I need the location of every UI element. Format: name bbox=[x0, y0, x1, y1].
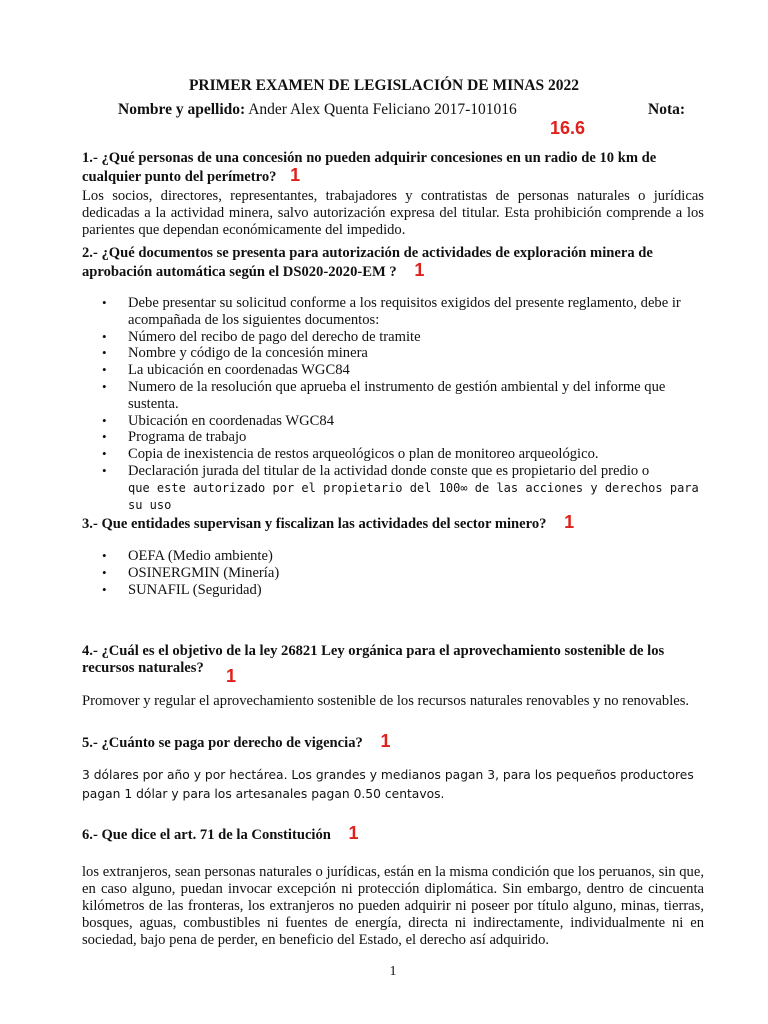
question-6 bbox=[82, 825, 702, 844]
question-score: 1 bbox=[380, 731, 391, 751]
question-score: 1 bbox=[564, 512, 575, 532]
question-text: 1.- ¿Qué personas de una concesión no pueden adquirir concesiones en un radio de 10 km de cualquier punto del perímetro? bbox=[82, 150, 657, 185]
exam-title: PRIMER EXAMEN DE LEGISLACIÓN DE MINAS 2022 bbox=[188, 77, 580, 94]
question-3 bbox=[82, 514, 702, 533]
answer-2-list bbox=[100, 295, 710, 514]
student-name: Ander Alex Quenta Feliciano 2017-101016 bbox=[248, 101, 517, 118]
list-item bbox=[100, 463, 710, 514]
question-5 bbox=[82, 733, 702, 752]
list-item: • SUNAFIL (Seguridad) bbox=[100, 582, 710, 599]
list-item: • Numero de la resolución que aprueba el instrumento de gestión ambiental y del informe que sustenta. bbox=[100, 379, 710, 413]
question-score: 1 bbox=[290, 165, 301, 185]
page-number: 1 bbox=[389, 964, 397, 979]
list-item: • La ubicación en coordenadas WGC84 bbox=[100, 362, 710, 379]
list-item: • Debe presentar su solicitud conforme a los requisitos exigidos del presente reglamento, debe ir acompañada de los siguientes documentos: bbox=[100, 295, 710, 329]
question-text: 4.- ¿Cuál es el objetivo de la ley 26821 Ley orgánica para el aprovechamiento sostenible de los recursos naturales? bbox=[82, 643, 665, 676]
question-score: 1 bbox=[226, 666, 237, 686]
question-2 bbox=[82, 245, 702, 281]
list-item: • OEFA (Medio ambiente) bbox=[100, 548, 710, 565]
list-item: • Copia de inexistencia de restos arqueológicos o plan de monitoreo arqueológico. bbox=[100, 446, 710, 463]
student-name-row bbox=[118, 101, 517, 119]
list-item: • Número del recibo de pago del derecho de tramite bbox=[100, 329, 710, 346]
question-score: 1 bbox=[414, 260, 425, 280]
list-item: • Nombre y código de la concesión minera bbox=[100, 345, 710, 362]
name-label: Nombre y apellido: bbox=[118, 101, 246, 118]
list-item-line: • Declaración jurada del titular de la actividad donde conste que es propietario del predio o bbox=[128, 462, 650, 479]
question-score: 1 bbox=[348, 823, 359, 843]
answer-3-list bbox=[100, 548, 710, 598]
answer-4: Promover y regular el aprovechamiento sostenible de los recursos naturales renovables y no renovables. bbox=[82, 693, 690, 709]
list-item: • Ubicación en coordenadas WGC84 bbox=[100, 413, 710, 430]
list-item-line-mono: que este autorizado por el propietario del 100∞ de las acciones y derechos para su uso bbox=[128, 480, 699, 512]
question-4 bbox=[82, 643, 707, 677]
question-text: 5.- ¿Cuánto se paga por derecho de vigencia? bbox=[82, 735, 363, 751]
answer-5: 3 dólares por año y por hectárea. Los grandes y medianos pagan 3, para los pequeños productores pagan 1 dólar y para los artesanales pagan 0.50 centavos. bbox=[82, 768, 694, 801]
answer-1: Los socios, directores, representantes, trabajadores y contratistas de personas naturales o jurídicas dedicadas a la actividad minera, salvo autorización expresa del titular. Esta prohibición comprende a los parientes que dependan económicamente del impedido. bbox=[82, 188, 704, 238]
question-text: 3.- Que entidades supervisan y fiscalizan las actividades del sector minero? bbox=[82, 516, 547, 532]
question-text: 2.- ¿Qué documentos se presenta para autorización de actividades de exploración minera de aprobación automática según el DS020-2020-EM ? bbox=[82, 245, 653, 280]
question-text: 6.- Que dice el art. 71 de la Constitución bbox=[82, 827, 331, 843]
question-1 bbox=[82, 150, 702, 186]
grade-total: 16.6 bbox=[550, 118, 586, 138]
answer-6: los extranjeros, sean personas naturales o jurídicas, están en la misma condición que los peruanos, sin que, en caso alguno, puedan invocar excepción ni protección diplomática. Sin embargo, dentro de cincuenta kilómetros de las fronteras, los extranjeros no pueden adquirir ni poseer por título alguno, minas, tierras, bosques, aguas, combustibles ni fuentes de energía, directa ni indirectamente, individualmente ni en sociedad, bajo pena de perder, en beneficio del Estado, el derecho así adquirido. bbox=[82, 864, 704, 948]
list-item: • Programa de trabajo bbox=[100, 429, 710, 446]
list-item: • OSINERGMIN (Minería) bbox=[100, 565, 710, 582]
nota-label: Nota: bbox=[648, 101, 686, 118]
